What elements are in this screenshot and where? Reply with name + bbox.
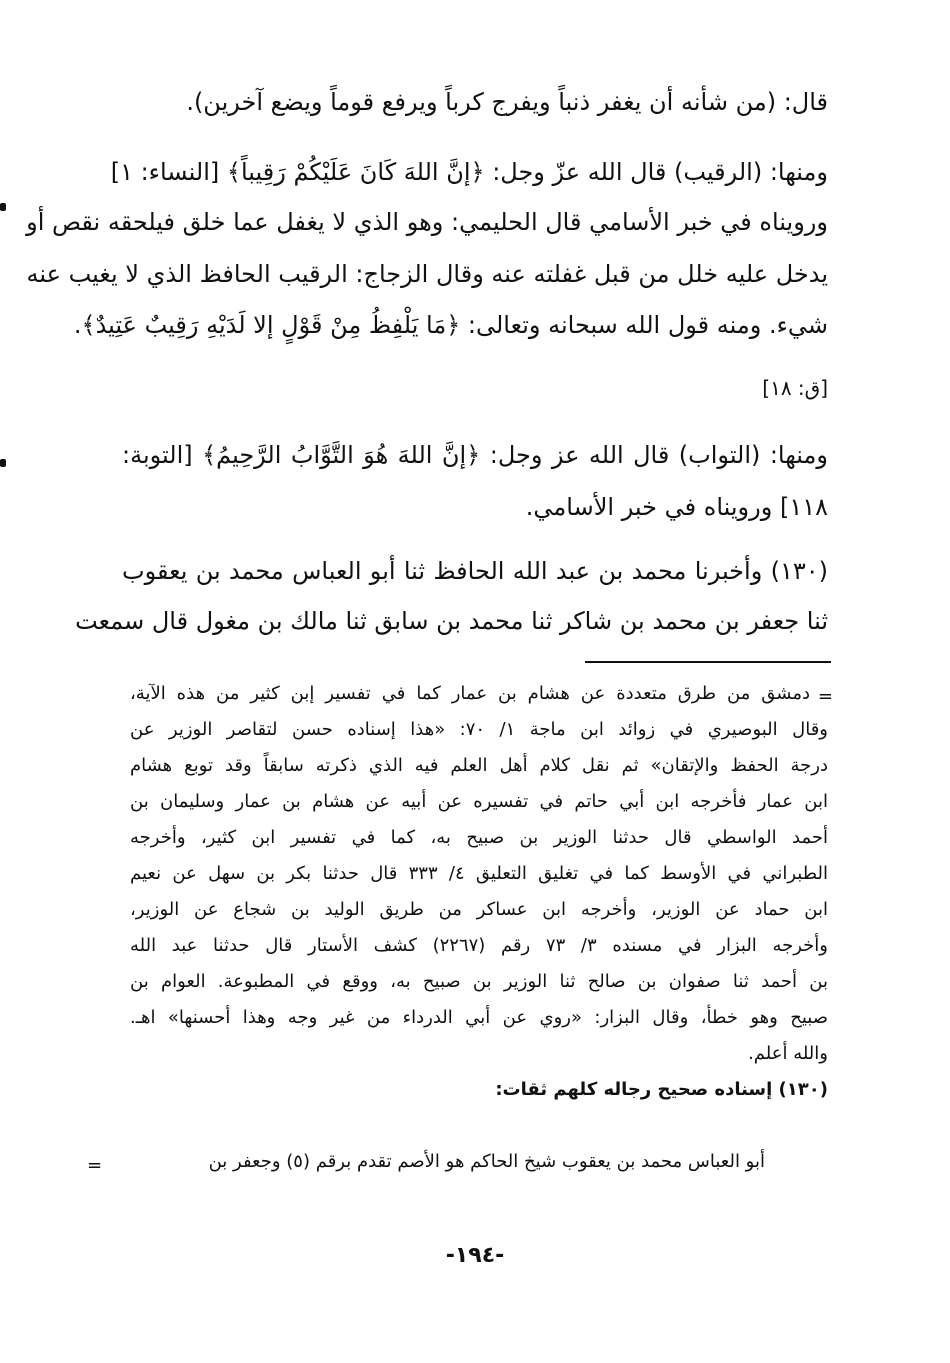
footnote-line: الطبراني في الأوسط كما في تغليق التعليق ٤/ ٣٣٣ قال حدثنا بكر بن سهل عن نعيم — [130, 863, 828, 884]
footnote-line: ابن حماد عن الوزير، وأخرجه ابن عساكر من طريق الوليد بن شجاع عن الوزير، — [130, 899, 828, 920]
footnote-line: وأخرجه البزار في مسنده ٣/ ٧٣ رقم (٢٢٦٧) كشف الأستار قال حدثنا عبد الله — [130, 935, 828, 956]
footnote-continuation-mark: = — [87, 1155, 103, 1176]
footnote-line: أحمد الواسطي قال حدثنا الوزير بن صبيح به، كما في تفسير ابن كثير، وأخرجه — [130, 827, 828, 848]
main-line: شيء. ومنه قول الله سبحانه وتعالى: ﴿مَا يَلْفِظُ مِنْ قَوْلٍ إلا لَدَيْهِ رَقِيبٌ عَتِيدٌ﴾. — [73, 311, 828, 339]
footnote-continuation-mark: = — [817, 686, 833, 707]
footnote-line: ابن عمار فأخرجه ابن أبي حاتم في تفسيره عن أبيه عن هشام بن عمار وسليمان بن — [130, 791, 828, 812]
footnote-line: وقال البوصيري في زوائد ابن ماجة ١/ ٧٠: «هذا إسناده حسن لتقاصر الوزير عن — [130, 719, 828, 740]
footnote-line: دمشق من طرق متعددة عن هشام بن عمار كما في تفسير إبن كثير من هذه الآية، — [130, 683, 810, 704]
scan-mark — [0, 459, 6, 467]
main-line: ورويناه في خبر الأسامي قال الحليمي: وهو الذي لا يغفل عما خلق فيلحقه نقص أو — [26, 208, 828, 236]
hadith-line: ثنا جعفر بن محمد بن شاكر ثنا محمد بن سابق ثنا مالك بن مغول قال سمعت — [75, 607, 828, 635]
footnote-separator — [585, 661, 831, 663]
footnote-heading: (١٣٠) إسناده صحيح رجاله كلهم ثقات: — [495, 1079, 828, 1100]
main-line: ومنها: (التواب) قال الله عز وجل: ﴿إنَّ اللهَ هُوَ التَّوَّابُ الرَّحِيمُ﴾ [التوبة: — [122, 441, 828, 469]
footnote-line: بن أحمد ثنا صفوان بن صالح ثنا الوزير بن صبيح به، ووقع في المطبوعة. العوام بن — [130, 971, 828, 992]
footnote-line: والله أعلم. — [748, 1043, 828, 1064]
main-line: ١١٨] ورويناه في خبر الأسامي. — [525, 493, 828, 521]
footnote-line: درجة الحفظ والإتقان» ثم نقل كلام أهل العلم فيه الذي ذكرته سابقاً وقد توبع هشام — [130, 755, 828, 776]
verse-reference: [ق: ١٨] — [762, 376, 828, 400]
hadith-line: (١٣٠) وأخبرنا محمد بن عبد الله الحافظ ثنا أبو العباس محمد بن يعقوب — [122, 557, 828, 585]
footnote-line: أبو العباس محمد بن يعقوب شيخ الحاكم هو الأصم تقدم برقم (٥) وجعفر بن — [208, 1151, 765, 1172]
main-line: يدخل عليه خلل من قبل غفلته عنه وقال الزجاج: الرقيب الحافظ الذي لا يغيب عنه — [26, 260, 828, 288]
page-number: -١٩٤- — [445, 1243, 505, 1268]
main-line: ومنها: (الرقيب) قال الله عزّ وجل: ﴿إنَّ اللهَ كَانَ عَلَيْكُمْ رَقِيباً﴾ [النساء: ١] — [110, 158, 828, 186]
scan-mark — [0, 203, 6, 211]
main-line: قال: (من شأنه أن يغفر ذنباً ويفرج كرباً ويرفع قوماً ويضع آخرين). — [186, 88, 828, 116]
footnote-line: صبيح وهو خطأ، وقال البزار: «روي عن أبي الدرداء من غير وجه وهذا أحسنها» اهـ. — [130, 1007, 828, 1028]
